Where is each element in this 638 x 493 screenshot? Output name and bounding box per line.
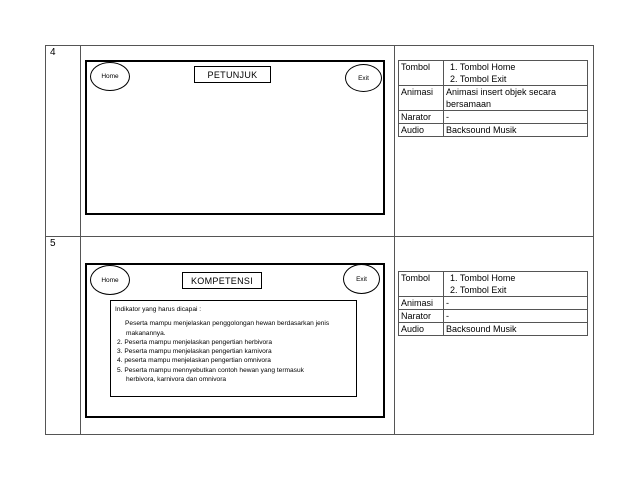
exit-button[interactable] [345, 64, 382, 92]
exit-button[interactable] [343, 264, 380, 294]
column-divider-info [394, 45, 395, 435]
home-button[interactable] [90, 265, 130, 295]
animasi-line: Animasi insert objek secara [446, 87, 557, 97]
indicator-line: 4. peserta mampu menjelaskan pengertian omnivora [117, 357, 271, 365]
indicator-line: herbivora, karnivora dan omnivora [126, 376, 227, 384]
info-label-narator: Narator [399, 310, 444, 323]
exit-button-label: Exit [356, 275, 367, 283]
indicator-line: 5. Peserta mampu mennyebutkan contoh hewan yang termasuk [117, 366, 304, 374]
info-label-animasi: Animasi [399, 297, 444, 310]
info-table [398, 60, 588, 137]
screen-mockup-petunjuk [85, 60, 385, 215]
exit-button-label: Exit [358, 74, 369, 82]
info-label-tombol: Tombol [399, 61, 444, 86]
info-value-audio: Backsound Musik [444, 124, 588, 137]
screen-title-text: PETUNJUK [207, 69, 258, 80]
info-label-tombol: Tombol [399, 272, 444, 297]
row-number: 5 [50, 238, 56, 249]
home-button-label: Home [101, 276, 119, 284]
indicator-line: 2. Peserta mampu menjelaskan pengertian herbivora [117, 338, 273, 346]
screen-title-text: KOMPETENSI [190, 275, 253, 286]
list-item: 2. Tombol Exit [450, 74, 507, 84]
indicator-line: makanannya. [126, 329, 166, 337]
info-table [398, 271, 588, 336]
info-value-animasi: - [444, 297, 588, 310]
indicator-box [110, 300, 357, 397]
row-number: 4 [50, 47, 56, 58]
row-divider [45, 236, 594, 237]
indicator-heading: Indikator yang harus dicapai : [115, 306, 202, 313]
list-item: 1. Tombol Home [450, 62, 516, 72]
list-item: 1. Tombol Home [450, 273, 516, 283]
indicator-line: Peserta mampu menjelaskan penggolongan hewan berdasarkan jenis [125, 320, 330, 328]
indicator-line: 3. Peserta mampu menjelaskan pengertian karnivora [117, 348, 272, 356]
home-button[interactable] [90, 62, 130, 91]
home-button-label: Home [101, 73, 119, 80]
info-value-audio: Backsound Musik [444, 323, 588, 336]
info-label-animasi: Animasi [399, 86, 444, 111]
animasi-line: bersamaan [446, 99, 492, 109]
info-value-narator: - [444, 310, 588, 323]
screen-title [194, 66, 271, 83]
info-label-narator: Narator [399, 111, 444, 124]
column-divider-number [80, 45, 81, 435]
info-value-narator: - [444, 111, 588, 124]
info-value-animasi [444, 86, 588, 111]
info-value-tombol [444, 61, 588, 86]
info-label-audio: Audio [399, 124, 444, 137]
info-label-audio: Audio [399, 323, 444, 336]
screen-title [182, 272, 262, 289]
list-item: 2. Tombol Exit [450, 285, 507, 295]
info-value-tombol [444, 272, 588, 297]
